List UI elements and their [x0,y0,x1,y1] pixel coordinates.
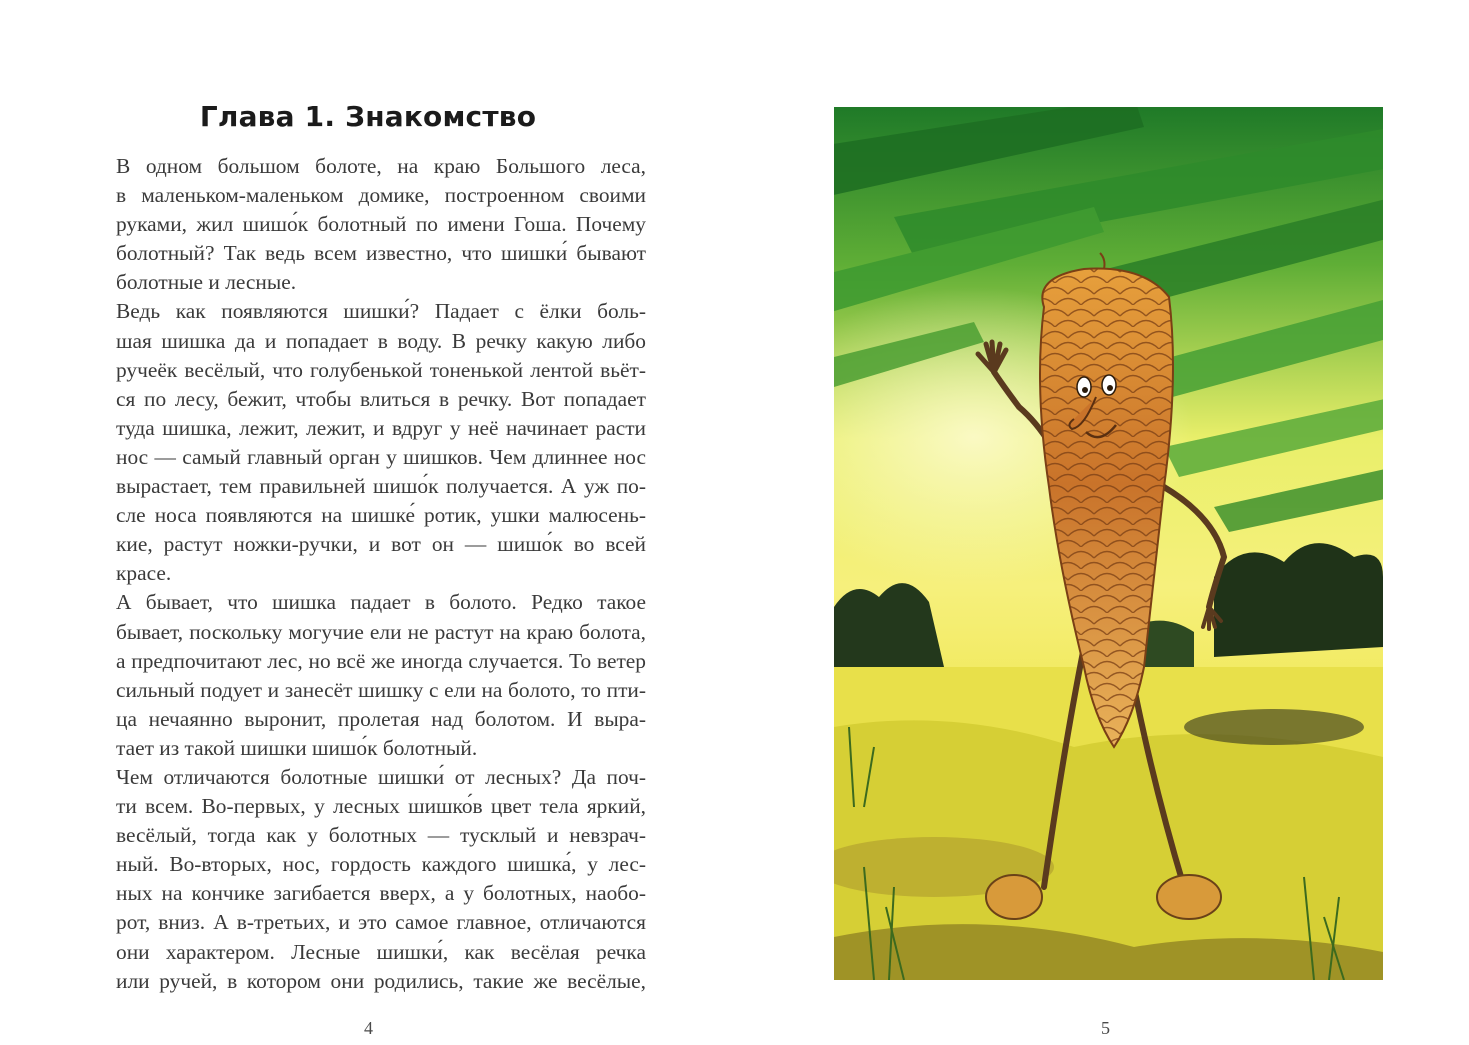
text-line: сле носа появляются на шишке́ ротик, ушки малюсень- [116,503,646,528]
illustration-image [834,107,1383,980]
text-line: бывает, поскольку могучие ели не растут на краю болота, [116,619,646,644]
text-line: красе. [116,561,172,586]
text-line: вырастает, тем правильней шишо́к получается. А уж по- [116,474,646,499]
text-line: нос — самый главный орган у шишков. Чем длиннее нос [116,444,646,469]
page-number: 4 [364,1018,373,1038]
page-number: 5 [1101,1018,1110,1038]
text-line: ца нечаянно выронит, пролетая над болотом. И выра- [116,706,646,731]
text-line: или ручей, в котором они родились, такие же весёлые, [116,968,646,993]
text-line: кие, растут ножки-ручки, и вот он — шишо́к во всей [116,532,646,557]
text-line: болотные и лесные. [116,270,297,295]
text-line: тает из такой шишки шишо́к болотный. [116,735,478,760]
text-line: сильный подует и занесёт шишку с ели на болото, то пти- [116,677,646,702]
text-line: В одном большом болоте, на краю Большого леса, [116,154,646,178]
text-line: рот, вниз. А в-третьих, и это самое главное, отличаются [116,910,646,935]
text-line: ручеёк весёлый, что голубенькой тоненькой лентой вьёт- [116,357,646,382]
body-text [90,152,646,996]
text-line: А бывает, что шишка падает в болото. Редко такое [116,590,646,615]
text-line: Чем отличаются болотные шишки́ от лесных? Да поч- [116,764,646,789]
text-line: ный. Во-вторых, нос, гордость каждого шишка́, у лес- [116,852,646,877]
text-line: шая шишка да и попадает в воду. В речку какую либо [116,328,646,353]
chapter-title: Глава 1. Знакомство [199,100,537,133]
paragraph [90,152,646,297]
text-line: весёлый, тогда как у болотных — тусклый и невзрач- [116,823,646,848]
paragraph [90,763,646,996]
text-line: в маленьком-маленьком домике, построенном своими [116,183,646,208]
text-line: руками, жил шишо́к болотный по имени Гоша. Почему [116,212,646,237]
text-line: Ведь как появляются шишки́? Падает с ёлки боль- [116,299,646,324]
text-line: а предпочитают лес, но всё же иногда случается. То ветер [116,648,646,673]
text-line: ти всем. Во-первых, у лесных шишко́в цвет тела яркий, [116,794,646,819]
left-page [0,0,734,1045]
text-line: ся по лесу, бежит, чтобы влиться в речку. Вот попадает [116,386,646,411]
text-line: ных на кончике загибается вверх, а у болотных, наобо- [116,881,646,906]
text-line: они характером. Лесные шишки́, как весёлая речка [116,939,646,964]
text-line: туда шишка, лежит, лежит, и вдруг у неё начинает расти [116,415,646,440]
paragraph [90,297,646,588]
watercolor-illustration [834,107,1383,980]
text-line: болотный? Так ведь всем известно, что шишки́ бывают [116,241,646,266]
paragraph [90,588,646,763]
